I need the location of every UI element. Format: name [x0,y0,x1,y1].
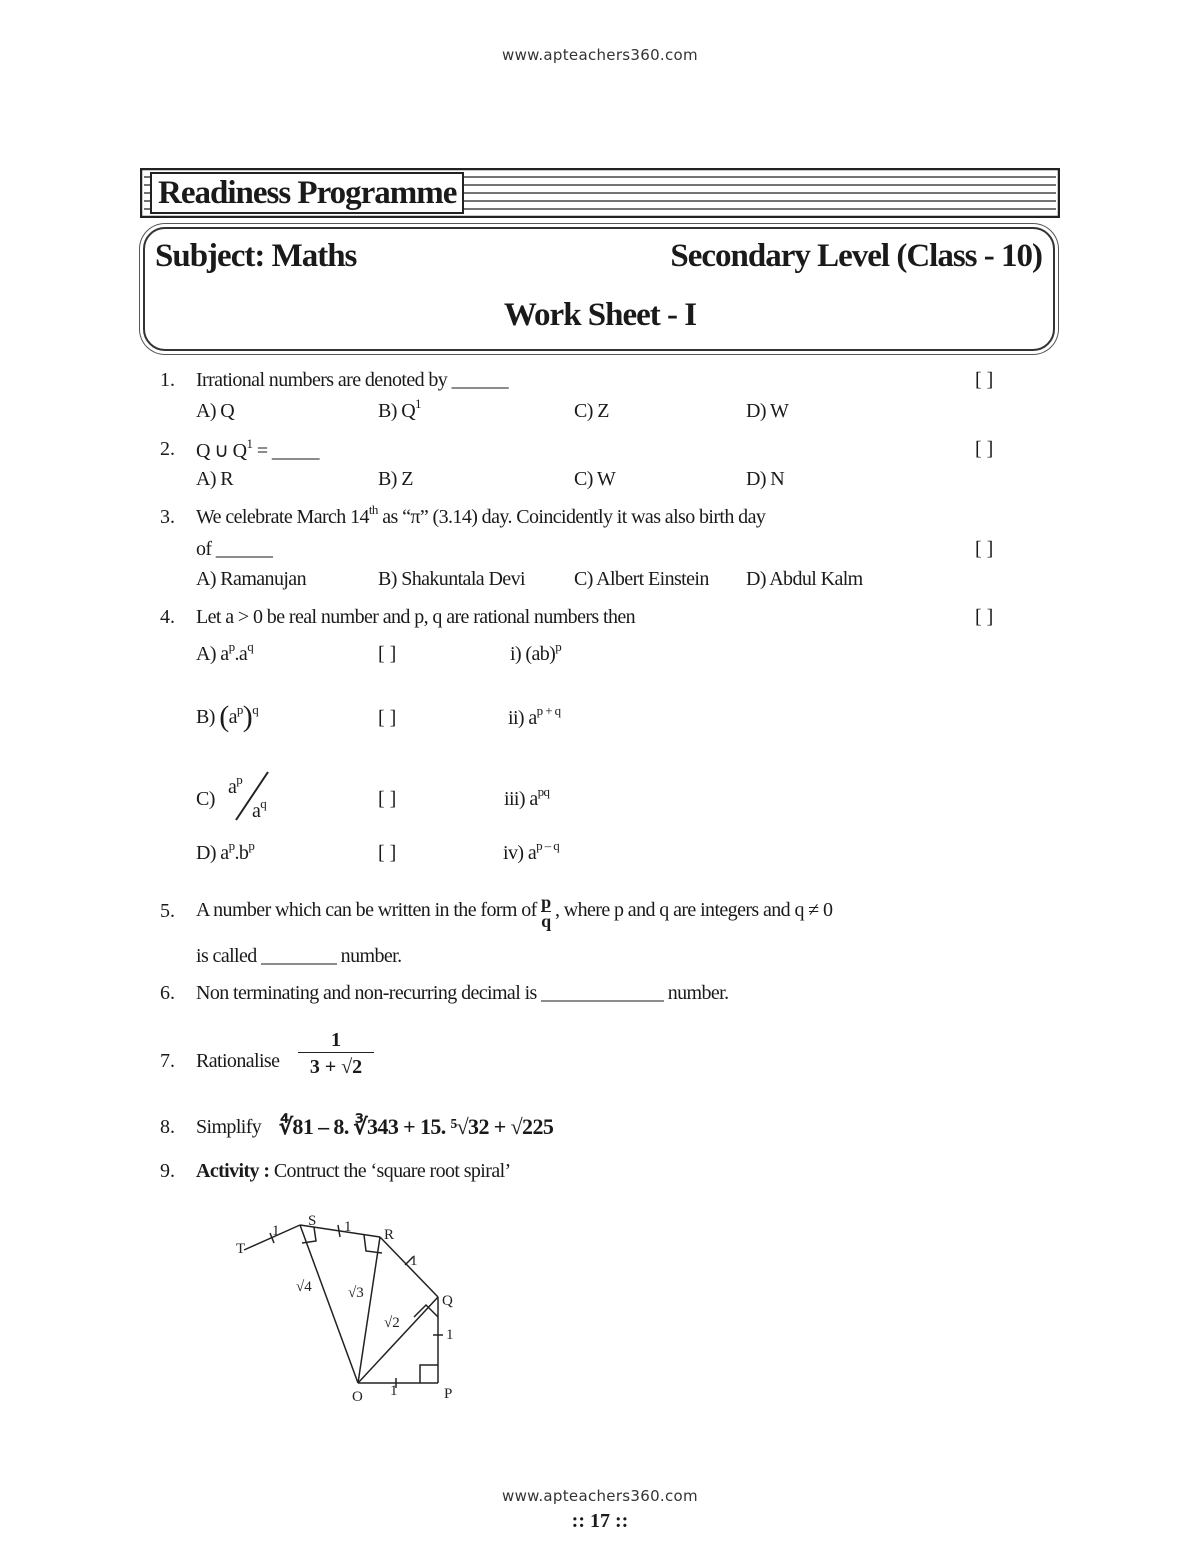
q6-number: 6. [160,982,175,1004]
q3-number: 3. [160,506,175,528]
q4-match-bracket-d[interactable]: [ ] [378,842,397,864]
spiral-label-root4: √4 [296,1279,312,1295]
q7-fraction: 1 3 + √2 [298,1028,374,1081]
q3-option-a[interactable]: A) Ramanujan [196,568,306,590]
q7-number: 7. [160,1050,175,1072]
q6-text: Non terminating and non-recurring decimal is _____________ number. [196,982,729,1004]
worksheet-title: Work Sheet - I [503,297,697,333]
q3-option-d[interactable]: D) Abdul Kalm [746,568,863,590]
q2-answer-bracket[interactable]: [ ] [975,438,994,460]
q1-option-d[interactable]: D) W [746,400,789,422]
q1-option-a[interactable]: A) Q [196,400,235,422]
q7-text: Rationalise [196,1050,280,1072]
q9-number: 9. [160,1160,175,1182]
q4-right-ii: ii) $a^{p + q}$ [508,703,561,729]
q8-number: 8. [160,1116,175,1138]
spiral-label-pq: 1 [446,1327,454,1343]
q1-number: 1. [160,369,175,391]
q4-left-c: C) $a^p$ $a^q$ [196,770,286,824]
q5-fraction: $\frac{p}{q}$ [541,891,551,931]
q4-right-i: i) (ab)$^p$ [510,639,562,665]
banner [140,168,1060,218]
q8-expression: ∜81 – 8. ∛343 + 15. ⁵√32 + √225 [279,1114,554,1139]
q3-text-line2: of ______ [196,538,273,560]
page-number: :: 17 :: [571,1510,629,1532]
q1-option-b[interactable]: B) $Q^1$ [378,396,421,422]
q3-answer-bracket[interactable]: [ ] [975,538,994,560]
spiral-label-rs: 1 [344,1219,352,1235]
q5-text-line2: is called ________ number. [196,945,402,967]
spiral-label-op: 1 [390,1383,398,1399]
spiral-point-t: T [236,1241,246,1257]
spiral-label-root3: √3 [348,1285,364,1301]
q4-number: 4. [160,606,175,628]
spiral-point-q: Q [442,1293,453,1309]
q3-option-c[interactable]: C) Albert Einstein [574,568,709,590]
q1-answer-bracket[interactable]: [ ] [975,369,994,391]
q4-right-iv: iv) $a^{p - q}$ [503,838,560,864]
q4-match-bracket-c[interactable]: [ ] [378,788,397,810]
spiral-label-st: 1 [272,1223,280,1239]
spiral-label-qr: 1 [410,1253,418,1269]
q2-option-b[interactable]: B) Z [378,468,413,490]
q4-left-a: A) $a^p.a^q$ [196,639,254,665]
q2-number: 2. [160,438,175,460]
spiral-point-o: O [352,1389,363,1405]
spiral-label-root2: √2 [384,1315,400,1331]
q8-text: Simplify [196,1116,262,1138]
q2-option-c[interactable]: C) W [574,468,616,490]
q3-option-b[interactable]: B) Shakuntala Devi [378,568,525,590]
square-root-spiral [230,1205,480,1405]
q4-match-bracket-b[interactable]: [ ] [378,707,397,729]
q4-match-bracket-a[interactable]: [ ] [378,643,397,665]
q3-text: We celebrate March 14th as “π” (3.14) day. Coincidently it was also birth day [196,502,766,528]
q1-text: Irrational numbers are denoted by ______ [196,369,509,391]
q4-right-iii: iii) $a^{pq}$ [504,784,550,810]
spiral-point-r: R [384,1227,395,1243]
site-header: www.apteachers360.com [502,46,698,64]
spiral-point-s: S [308,1213,317,1229]
q9-text: Activity : Contruct the ‘square root spiral’ [196,1160,511,1182]
q4-answer-bracket[interactable]: [ ] [975,606,994,628]
q5-number: 5. [160,900,175,922]
q5-text: A number which can be written in the form of $\frac{p}{q}$ , where p and q are integers and q ≠ 0 [196,891,833,931]
banner-title: Readiness Programme [150,172,464,214]
q4-left-d: D) $a^p.b^p$ [196,838,255,864]
q2-text: Q ∪ $Q^1$ = _____ [196,436,319,462]
footer-site: www.apteachers360.com [502,1487,698,1505]
spiral-point-p: P [444,1386,453,1402]
q4-left-b: B) $(a^p)^q$ [196,700,259,733]
q1-option-c[interactable]: C) Z [574,400,609,422]
q4-text: Let a > 0 be real number and p, q are rational numbers then [196,606,636,628]
q2-option-a[interactable]: A) R [196,468,234,490]
level-label: Secondary Level (Class - 10) [670,238,1042,274]
subject-label: Subject: Maths [155,238,357,274]
q2-option-d[interactable]: D) N [746,468,785,490]
